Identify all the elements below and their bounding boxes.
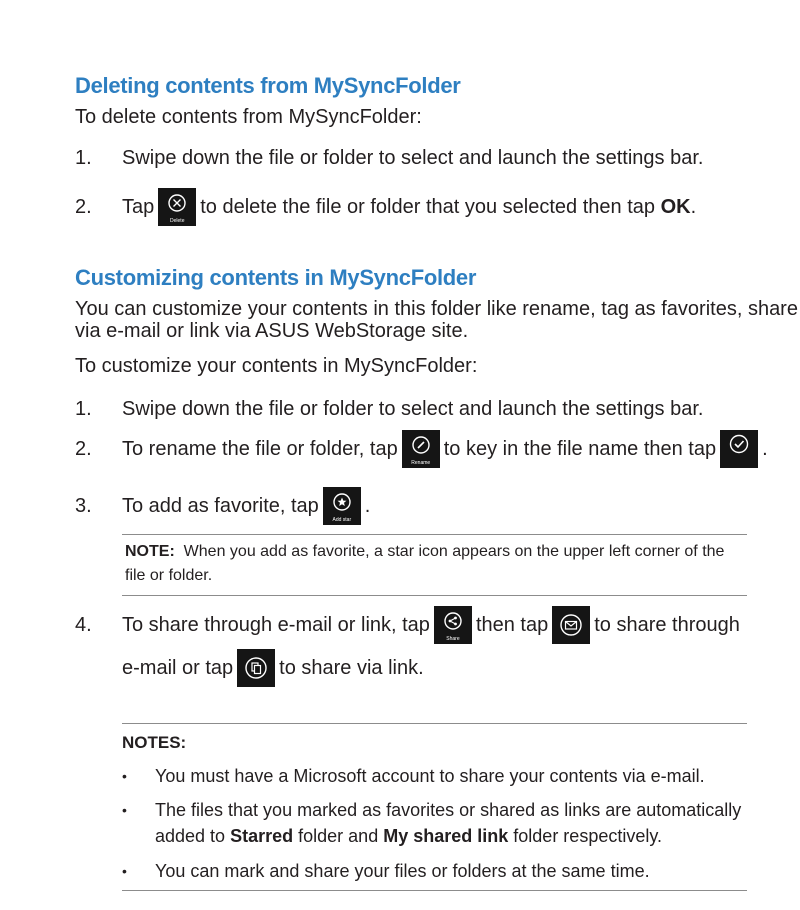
step-text-pre: To share through e-mail or link, tap bbox=[122, 613, 430, 636]
note-rule-bottom bbox=[122, 595, 747, 596]
starred-label: Starred bbox=[230, 826, 294, 846]
note-label: NOTE: bbox=[125, 543, 175, 560]
step-number: 1. bbox=[75, 397, 92, 420]
note-box bbox=[125, 540, 747, 588]
customize-para-line1: You can customize your contents in this folder like rename, tag as favorites, share bbox=[75, 298, 798, 320]
step-text-pre: Tap bbox=[122, 195, 155, 218]
delete-step-1 bbox=[75, 138, 703, 178]
delete-icon[interactable] bbox=[158, 188, 196, 226]
customize-intro: To customize your contents in MySyncFolder: bbox=[75, 355, 478, 377]
customize-para-line2: via e-mail or link via ASUS WebStorage site. bbox=[75, 320, 469, 342]
step-text-pre: To rename the file or folder, tap bbox=[122, 437, 398, 460]
bullet-text-mid: folder and bbox=[298, 826, 379, 846]
section-heading-customize: Customizing contents in MySyncFolder bbox=[75, 265, 477, 290]
step-text: Swipe down the file or folder to select and launch the settings bar. bbox=[122, 397, 704, 420]
customize-step-1 bbox=[75, 389, 703, 429]
step-number: 1. bbox=[75, 146, 92, 169]
rename-icon[interactable] bbox=[402, 430, 440, 468]
bullet-mark: • bbox=[122, 863, 127, 879]
customize-step-4-line2 bbox=[122, 648, 424, 688]
email-icon[interactable] bbox=[552, 606, 590, 644]
customize-step-3 bbox=[75, 486, 370, 526]
customize-step-4 bbox=[75, 605, 740, 645]
bullet-text: You must have a Microsoft account to share your contents via e-mail. bbox=[155, 766, 705, 786]
step-number: 4. bbox=[75, 613, 92, 636]
step-text-post: . bbox=[690, 195, 697, 218]
step-number: 3. bbox=[75, 494, 92, 517]
step-text-mid: to delete the file or folder that you selected then tap bbox=[200, 195, 655, 218]
note-rule-top bbox=[122, 534, 747, 535]
my-shared-link-label: My shared link bbox=[383, 826, 509, 846]
delete-step-2 bbox=[75, 187, 696, 227]
icon-caption: Rename bbox=[411, 460, 431, 466]
step-text-post: to share through bbox=[594, 613, 740, 636]
step-text-post: . bbox=[364, 494, 371, 517]
ok-label: OK bbox=[660, 195, 691, 218]
step-text-pre: To add as favorite, tap bbox=[122, 494, 319, 517]
step-text-line2-post: to share via link. bbox=[279, 656, 424, 679]
bullet-text: You can mark and share your files or folders at the same time. bbox=[155, 861, 650, 881]
icon-caption: Share bbox=[446, 636, 460, 642]
bullet-mark: • bbox=[122, 768, 127, 784]
step-text: Swipe down the file or folder to select and launch the settings bar. bbox=[122, 146, 704, 169]
icon-caption: Delete bbox=[170, 218, 185, 224]
step-text-mid: to key in the file name then tap bbox=[443, 437, 717, 460]
star-icon[interactable] bbox=[323, 487, 361, 525]
step-number: 2. bbox=[75, 195, 92, 218]
bullet-text bbox=[155, 797, 747, 849]
step-text-mid: then tap bbox=[475, 613, 549, 636]
icon-caption: Add star bbox=[332, 517, 352, 523]
customize-step-2 bbox=[75, 429, 768, 469]
copy-link-icon[interactable] bbox=[237, 649, 275, 687]
delete-intro: To delete contents from MySyncFolder: bbox=[75, 106, 422, 128]
step-text-line2-pre: e-mail or tap bbox=[122, 656, 234, 679]
step-text-post: . bbox=[762, 437, 768, 460]
share-icon[interactable] bbox=[434, 606, 472, 644]
check-icon[interactable] bbox=[720, 430, 758, 468]
note-text: When you add as favorite, a star icon appears on the upper left corner of the file or folder. bbox=[125, 543, 725, 584]
notes-rule-top bbox=[122, 723, 747, 724]
bullet-mark: • bbox=[122, 802, 127, 818]
section-heading-delete: Deleting contents from MySyncFolder bbox=[75, 73, 461, 98]
bullet-text-post: folder respectively. bbox=[513, 826, 663, 846]
bullet-text-pre: The files that you marked as favorites or shared as links are automatically added to bbox=[155, 800, 742, 846]
notes-rule-bottom bbox=[122, 890, 747, 891]
step-number: 2. bbox=[75, 437, 92, 460]
notes-title: NOTES: bbox=[122, 733, 187, 752]
